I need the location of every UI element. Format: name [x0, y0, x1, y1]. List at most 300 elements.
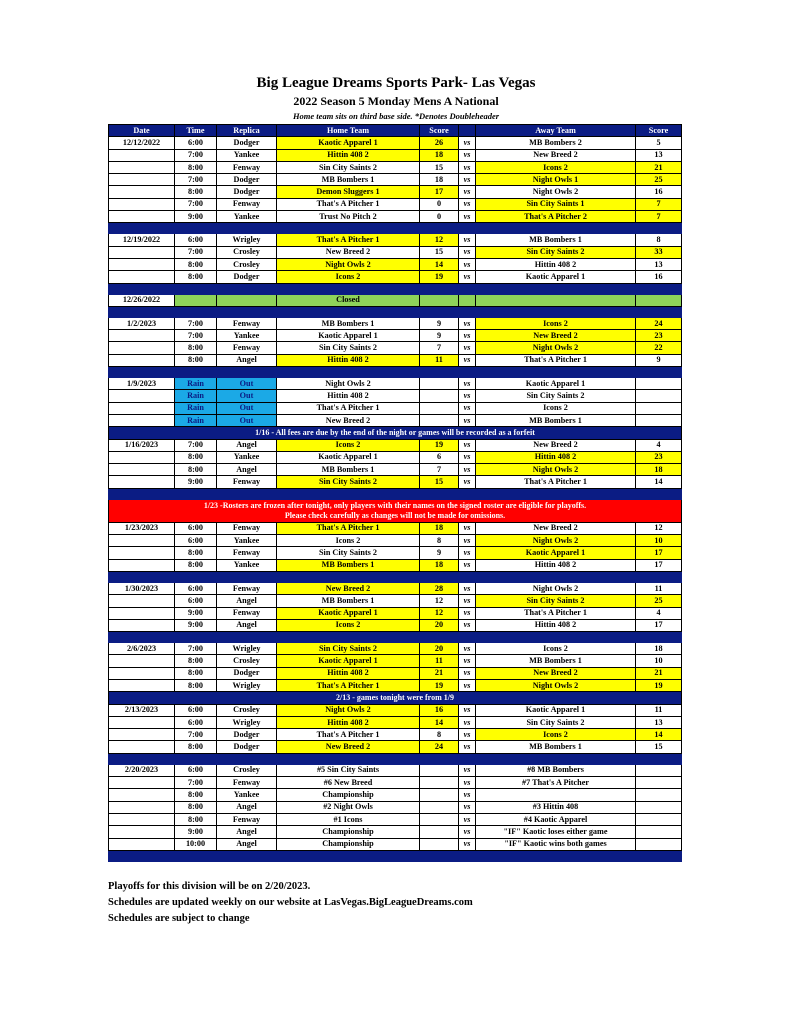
home-team-cell: Icons 2	[277, 535, 420, 547]
time-cell: 10:00	[175, 838, 217, 850]
vs-cell: vs	[459, 317, 476, 329]
vs-cell: vs	[459, 271, 476, 283]
home-team-cell: MB Bombers 1	[277, 317, 420, 329]
away-team-cell: Kaotic Apparel 1	[476, 547, 636, 559]
date-cell	[109, 777, 175, 789]
replica-cell: Yankee	[217, 330, 277, 342]
separator-row	[109, 306, 682, 317]
away-score-cell	[636, 838, 682, 850]
game-row	[109, 137, 682, 149]
away-team-cell: MB Bombers 1	[476, 414, 636, 426]
time-cell: 6:00	[175, 582, 217, 594]
col-home-team: Home Team	[277, 125, 420, 137]
home-team-cell: Night Owls 2	[277, 258, 420, 270]
date-cell	[109, 813, 175, 825]
away-team-cell: Sin City Saints 2	[476, 246, 636, 258]
home-score-cell	[420, 764, 459, 776]
away-team-cell: That's A Pitcher 1	[476, 607, 636, 619]
away-team-cell: Icons 2	[476, 161, 636, 173]
away-score-cell	[636, 390, 682, 402]
replica-cell: Wrigley	[217, 643, 277, 655]
away-team-cell: Kaotic Apparel 1	[476, 378, 636, 390]
col-home-score: Score	[420, 125, 459, 137]
home-team-cell: Hittin 408 2	[277, 667, 420, 679]
roster-notice	[109, 499, 682, 522]
replica-cell: Out	[217, 402, 277, 414]
away-team-cell: Sin City Saints 1	[476, 198, 636, 210]
away-score-cell: 16	[636, 186, 682, 198]
vs-cell: vs	[459, 535, 476, 547]
home-score-cell: 16	[420, 704, 459, 716]
time-cell: 8:00	[175, 547, 217, 559]
date-cell	[109, 607, 175, 619]
home-score-cell: 14	[420, 716, 459, 728]
replica-cell: Fenway	[217, 161, 277, 173]
away-score-cell: 4	[636, 607, 682, 619]
time-cell: 6:00	[175, 234, 217, 246]
col-away-score: Score	[636, 125, 682, 137]
away-team-cell: #3 Hittin 408	[476, 801, 636, 813]
time-cell: 6:00	[175, 522, 217, 534]
game-row	[109, 211, 682, 223]
separator-cell	[109, 306, 682, 317]
home-team-cell: That's A Pitcher 1	[277, 679, 420, 691]
home-score-cell: 0	[420, 198, 459, 210]
home-team-cell: #1 Icons	[277, 813, 420, 825]
separator-row	[109, 488, 682, 499]
separator-cell	[109, 283, 682, 294]
game-row	[109, 643, 682, 655]
away-team-cell: Icons 2	[476, 643, 636, 655]
away-team-cell: Hittin 408 2	[476, 619, 636, 631]
replica-cell: Dodger	[217, 729, 277, 741]
vs-cell: vs	[459, 330, 476, 342]
replica-cell: Angel	[217, 826, 277, 838]
game-row	[109, 258, 682, 270]
vs-cell: vs	[459, 414, 476, 426]
page-subtitle: 2022 Season 5 Monday Mens A National	[293, 94, 499, 108]
date-cell	[109, 801, 175, 813]
home-team-cell: Kaotic Apparel 1	[277, 451, 420, 463]
game-row	[109, 354, 682, 366]
home-team-cell: Night Owls 2	[277, 378, 420, 390]
away-score-cell	[636, 402, 682, 414]
game-row	[109, 198, 682, 210]
home-score-cell: 15	[420, 161, 459, 173]
away-score-cell: 13	[636, 258, 682, 270]
away-score-cell: 5	[636, 137, 682, 149]
date-cell: 1/2/2023	[109, 317, 175, 329]
page-title: Big League Dreams Sports Park- Las Vegas	[256, 75, 536, 91]
closed-row	[109, 294, 682, 306]
game-row	[109, 378, 682, 390]
home-score-cell: 15	[420, 246, 459, 258]
date-cell	[109, 535, 175, 547]
vs-cell: vs	[459, 619, 476, 631]
time-cell: 6:00	[175, 716, 217, 728]
vs-cell: vs	[459, 607, 476, 619]
away-team-cell: Night Owls 2	[476, 464, 636, 476]
date-cell	[109, 186, 175, 198]
home-score-cell: 24	[420, 741, 459, 753]
time-cell: 7:00	[175, 149, 217, 161]
game-row	[109, 174, 682, 186]
away-team-cell: Night Owls 2	[476, 342, 636, 354]
away-score-cell: 18	[636, 643, 682, 655]
home-score-cell	[420, 826, 459, 838]
home-team-cell: That's A Pitcher 1	[277, 198, 420, 210]
vs-cell: vs	[459, 789, 476, 801]
home-score-cell	[420, 789, 459, 801]
vs-cell: vs	[459, 149, 476, 161]
time-cell: 8:00	[175, 258, 217, 270]
away-score-cell	[636, 789, 682, 801]
replica-cell: Wrigley	[217, 716, 277, 728]
replica-cell: Angel	[217, 619, 277, 631]
away-score-cell: 19	[636, 679, 682, 691]
away-score-cell: 11	[636, 582, 682, 594]
home-score-cell: 18	[420, 174, 459, 186]
game-row	[109, 667, 682, 679]
notice-row	[109, 692, 682, 704]
game-row	[109, 414, 682, 426]
time-cell: 7:00	[175, 330, 217, 342]
time-cell: 8:00	[175, 813, 217, 825]
time-cell: Rain	[175, 378, 217, 390]
home-team-cell: MB Bombers 1	[277, 595, 420, 607]
home-score-cell: 11	[420, 354, 459, 366]
away-team-cell: Hittin 408 2	[476, 451, 636, 463]
time-cell: Rain	[175, 414, 217, 426]
time-cell: 7:00	[175, 317, 217, 329]
game-row	[109, 234, 682, 246]
date-cell	[109, 476, 175, 488]
time-cell: 8:00	[175, 801, 217, 813]
away-team-cell: Night Owls 2	[476, 679, 636, 691]
col-away-team: Away Team	[476, 125, 636, 137]
away-team-cell: Kaotic Apparel 1	[476, 704, 636, 716]
replica-cell: Yankee	[217, 559, 277, 571]
replica-cell: Fenway	[217, 777, 277, 789]
time-cell: 6:00	[175, 535, 217, 547]
replica-cell: Angel	[217, 464, 277, 476]
date-cell: 2/6/2023	[109, 643, 175, 655]
separator-cell	[109, 850, 682, 861]
away-team-cell: #7 That's A Pitcher	[476, 777, 636, 789]
home-team-cell: Trust No Pitch 2	[277, 211, 420, 223]
vs-cell: vs	[459, 547, 476, 559]
away-team-cell: Hittin 408 2	[476, 559, 636, 571]
away-team-cell: Hittin 408 2	[476, 258, 636, 270]
time-cell: 8:00	[175, 161, 217, 173]
roster-notice-line2: Please check carefully as changes will not be made for omissions.	[284, 510, 506, 520]
away-score-cell: 12	[636, 522, 682, 534]
home-score-cell: 9	[420, 547, 459, 559]
away-score-cell: 25	[636, 174, 682, 186]
separator-row	[109, 850, 682, 861]
time-cell: 8:00	[175, 741, 217, 753]
away-score-cell: 16	[636, 271, 682, 283]
vs-cell: vs	[459, 476, 476, 488]
replica-cell: Yankee	[217, 535, 277, 547]
closed-label: Closed	[277, 294, 420, 306]
away-score-cell: 4	[636, 439, 682, 451]
replica-cell: Dodger	[217, 741, 277, 753]
away-team-cell	[476, 294, 636, 306]
game-row	[109, 704, 682, 716]
vs-cell: vs	[459, 559, 476, 571]
home-team-cell: New Breed 2	[277, 414, 420, 426]
home-score-cell: 7	[420, 464, 459, 476]
replica-cell: Crosley	[217, 655, 277, 667]
game-row	[109, 741, 682, 753]
replica-cell: Angel	[217, 801, 277, 813]
game-row	[109, 826, 682, 838]
date-cell	[109, 414, 175, 426]
home-score-cell: 21	[420, 667, 459, 679]
schedule-table	[108, 124, 682, 862]
replica-cell: Crosley	[217, 704, 277, 716]
game-row	[109, 813, 682, 825]
game-row	[109, 595, 682, 607]
home-score-cell	[420, 402, 459, 414]
home-team-cell: New Breed 2	[277, 582, 420, 594]
home-score-cell: 9	[420, 317, 459, 329]
time-cell: Rain	[175, 402, 217, 414]
vs-cell: vs	[459, 402, 476, 414]
home-score-cell	[420, 838, 459, 850]
separator-row	[109, 367, 682, 378]
away-team-cell: "IF" Kaotic loses either game	[476, 826, 636, 838]
game-row	[109, 655, 682, 667]
game-row	[109, 149, 682, 161]
date-cell	[109, 826, 175, 838]
vs-cell: vs	[459, 679, 476, 691]
date-cell	[109, 330, 175, 342]
home-team-cell: Icons 2	[277, 271, 420, 283]
time-cell: Rain	[175, 390, 217, 402]
date-cell: 12/12/2022	[109, 137, 175, 149]
time-cell: 8:00	[175, 789, 217, 801]
separator-row	[109, 283, 682, 294]
vs-cell: vs	[459, 813, 476, 825]
replica-cell: Yankee	[217, 451, 277, 463]
home-score-cell: 19	[420, 439, 459, 451]
replica-cell: Fenway	[217, 607, 277, 619]
replica-cell: Yankee	[217, 789, 277, 801]
home-score-cell: 6	[420, 451, 459, 463]
home-team-cell: #6 New Breed	[277, 777, 420, 789]
vs-cell: vs	[459, 643, 476, 655]
time-cell: 7:00	[175, 246, 217, 258]
roster-notice-line1: 1/23 -Rosters are frozen after tonight, only players with their names on the signed roster are eligible for playoffs.	[203, 500, 587, 510]
home-team-cell: MB Bombers 1	[277, 174, 420, 186]
col-time: Time	[175, 125, 217, 137]
away-score-cell: 8	[636, 234, 682, 246]
separator-cell	[109, 223, 682, 234]
away-score-cell	[636, 414, 682, 426]
game-row	[109, 464, 682, 476]
home-team-cell: Night Owls 2	[277, 704, 420, 716]
replica-cell: Dodger	[217, 137, 277, 149]
home-team-cell: Hittin 408 2	[277, 354, 420, 366]
replica-cell: Yankee	[217, 149, 277, 161]
time-cell: 6:00	[175, 704, 217, 716]
footer-website: Schedules are updated weekly on our website at LasVegas.BigLeagueDreams.com	[108, 897, 473, 908]
home-team-cell: Sin City Saints 2	[277, 643, 420, 655]
away-score-cell: 22	[636, 342, 682, 354]
date-cell	[109, 838, 175, 850]
vs-cell: vs	[459, 464, 476, 476]
replica-cell: Dodger	[217, 271, 277, 283]
away-score-cell	[636, 294, 682, 306]
time-cell: 9:00	[175, 476, 217, 488]
game-row	[109, 161, 682, 173]
vs-cell: vs	[459, 161, 476, 173]
vs-cell: vs	[459, 595, 476, 607]
away-score-cell: 17	[636, 559, 682, 571]
home-score-cell: 19	[420, 271, 459, 283]
away-team-cell: Icons 2	[476, 402, 636, 414]
col-replica: Replica	[217, 125, 277, 137]
separator-row	[109, 571, 682, 582]
home-team-cell: Sin City Saints 2	[277, 547, 420, 559]
home-score-cell: 12	[420, 607, 459, 619]
vs-cell: vs	[459, 211, 476, 223]
replica-cell: Angel	[217, 354, 277, 366]
away-team-cell: MB Bombers 2	[476, 137, 636, 149]
home-team-cell: Championship	[277, 826, 420, 838]
game-row	[109, 535, 682, 547]
game-row	[109, 476, 682, 488]
vs-cell: vs	[459, 186, 476, 198]
away-team-cell: Night Owls 2	[476, 186, 636, 198]
replica-cell: Fenway	[217, 813, 277, 825]
replica-cell: Fenway	[217, 582, 277, 594]
roster-notice-row	[109, 499, 682, 522]
game-row	[109, 801, 682, 813]
date-cell	[109, 559, 175, 571]
vs-cell: vs	[459, 258, 476, 270]
vs-cell: vs	[459, 378, 476, 390]
vs-cell: vs	[459, 729, 476, 741]
vs-cell: vs	[459, 522, 476, 534]
date-cell	[109, 342, 175, 354]
away-team-cell: Icons 2	[476, 729, 636, 741]
replica-cell: Fenway	[217, 476, 277, 488]
home-team-cell: #2 Night Owls	[277, 801, 420, 813]
away-team-cell: Kaotic Apparel 1	[476, 271, 636, 283]
game-row	[109, 679, 682, 691]
vs-cell: vs	[459, 354, 476, 366]
home-score-cell	[420, 813, 459, 825]
home-team-cell: That's A Pitcher 1	[277, 729, 420, 741]
away-score-cell: 11	[636, 704, 682, 716]
table-header-row	[109, 125, 682, 137]
footer-playoffs: Playoffs for this division will be on 2/20/2023.	[108, 881, 311, 892]
date-cell	[109, 655, 175, 667]
home-score-cell: 18	[420, 522, 459, 534]
home-score-cell: 15	[420, 476, 459, 488]
col-date: Date	[109, 125, 175, 137]
home-score-cell	[420, 801, 459, 813]
home-score-cell: 17	[420, 186, 459, 198]
replica-cell: Fenway	[217, 547, 277, 559]
away-team-cell: That's A Pitcher 1	[476, 476, 636, 488]
home-score-cell	[420, 777, 459, 789]
away-score-cell: 18	[636, 464, 682, 476]
vs-cell: vs	[459, 390, 476, 402]
away-score-cell	[636, 764, 682, 776]
home-team-cell: Kaotic Apparel 1	[277, 330, 420, 342]
away-score-cell	[636, 826, 682, 838]
away-team-cell: Sin City Saints 2	[476, 716, 636, 728]
date-cell	[109, 198, 175, 210]
col-vs	[459, 125, 476, 137]
home-score-cell: 11	[420, 655, 459, 667]
away-team-cell: MB Bombers 1	[476, 741, 636, 753]
replica-cell: Dodger	[217, 667, 277, 679]
home-team-cell: Hittin 408 2	[277, 149, 420, 161]
away-team-cell: #4 Kaotic Apparel	[476, 813, 636, 825]
time-cell: 6:00	[175, 764, 217, 776]
time-cell: 8:00	[175, 667, 217, 679]
footer-disclaimer: Schedules are subject to change	[108, 913, 250, 924]
notice-row	[109, 427, 682, 439]
date-cell: 12/26/2022	[109, 294, 175, 306]
time-cell: 7:00	[175, 777, 217, 789]
replica-cell	[217, 294, 277, 306]
home-team-cell: Sin City Saints 2	[277, 342, 420, 354]
time-cell: 9:00	[175, 211, 217, 223]
replica-cell: Out	[217, 414, 277, 426]
away-score-cell: 23	[636, 451, 682, 463]
away-score-cell	[636, 801, 682, 813]
replica-cell: Out	[217, 378, 277, 390]
away-score-cell: 13	[636, 149, 682, 161]
vs-cell: vs	[459, 704, 476, 716]
vs-cell: vs	[459, 826, 476, 838]
home-score-cell	[420, 414, 459, 426]
vs-cell: vs	[459, 174, 476, 186]
replica-cell: Wrigley	[217, 234, 277, 246]
game-row	[109, 716, 682, 728]
time-cell: 7:00	[175, 729, 217, 741]
home-score-cell	[420, 294, 459, 306]
replica-cell: Out	[217, 390, 277, 402]
away-score-cell: 13	[636, 716, 682, 728]
home-score-cell: 28	[420, 582, 459, 594]
away-score-cell: 23	[636, 330, 682, 342]
home-score-cell: 12	[420, 234, 459, 246]
away-score-cell: 33	[636, 246, 682, 258]
date-cell	[109, 174, 175, 186]
separator-row	[109, 223, 682, 234]
home-score-cell: 8	[420, 535, 459, 547]
home-score-cell: 26	[420, 137, 459, 149]
home-team-cell: Sin City Saints 2	[277, 476, 420, 488]
home-team-cell: Kaotic Apparel 1	[277, 655, 420, 667]
vs-cell: vs	[459, 764, 476, 776]
replica-cell: Fenway	[217, 198, 277, 210]
date-cell	[109, 354, 175, 366]
date-cell: 2/20/2023	[109, 764, 175, 776]
away-team-cell: Night Owls 1	[476, 174, 636, 186]
date-cell	[109, 741, 175, 753]
away-score-cell	[636, 777, 682, 789]
vs-cell: vs	[459, 439, 476, 451]
vs-cell: vs	[459, 741, 476, 753]
